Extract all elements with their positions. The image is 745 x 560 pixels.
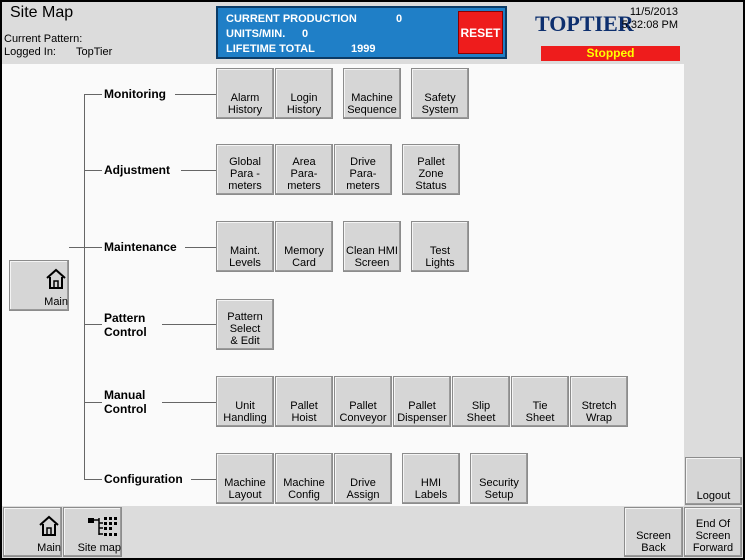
nav-main-label: Main [37, 542, 61, 554]
logged-in-user: TopTier [76, 46, 113, 58]
group-label-manual-control: Manual Control [104, 388, 147, 416]
memory-card-button[interactable]: Memory Card [275, 221, 333, 272]
machine-sequence-button[interactable]: Machine Sequence [343, 68, 401, 119]
tree-branch-monitoring [84, 94, 102, 95]
screen-back-button[interactable]: Screen Back [624, 507, 683, 557]
tree-trunk [84, 94, 85, 479]
units-per-min-label: UNITS/MIN. [226, 28, 286, 40]
root-main-label: Main [44, 296, 68, 308]
current-production-label: CURRENT PRODUCTION [226, 13, 357, 25]
right-side-panel [684, 64, 743, 506]
header-bar [2, 2, 743, 64]
reset-button[interactable]: RESET [458, 11, 503, 54]
nav-site-map-button[interactable] [63, 507, 122, 557]
group-label-adjustment: Adjustment [104, 163, 170, 177]
security-setup-button[interactable]: Security Setup [470, 453, 528, 504]
logout-button[interactable]: Logout [685, 457, 742, 505]
group-label-pattern-control: Pattern Control [104, 311, 147, 339]
hmi-frame [2, 2, 743, 558]
nav-main-button[interactable] [3, 507, 62, 557]
maint-levels-button[interactable]: Maint. Levels [216, 221, 274, 272]
production-panel [216, 6, 507, 59]
pallet-hoist-button[interactable]: Pallet Hoist [275, 376, 333, 427]
drive-parameters-button[interactable]: Drive Para- meters [334, 144, 392, 195]
tree-branch-configuration [84, 479, 102, 480]
safety-system-button[interactable]: Safety System [411, 68, 469, 119]
group-connector [162, 324, 216, 325]
unit-handling-button[interactable]: Unit Handling [216, 376, 274, 427]
home-icon [44, 268, 68, 290]
tree-branch-maintenance [84, 247, 102, 248]
current-production-value: 0 [396, 13, 403, 25]
toptier-logo: TOPTIER [535, 11, 634, 36]
machine-status-badge: Stopped [541, 46, 680, 61]
units-per-min-value: 0 [302, 28, 309, 40]
home-icon [37, 515, 61, 537]
hmi-labels-button[interactable]: HMI Labels [402, 453, 460, 504]
clock-date: 11/5/2013 [629, 6, 678, 18]
clock-time: 5:32:08 PM [621, 19, 678, 31]
test-lights-button[interactable]: Test Lights [411, 221, 469, 272]
group-connector [181, 170, 216, 171]
drive-assign-button[interactable]: Drive Assign [334, 453, 392, 504]
end-of-screen-forward-button[interactable]: End Of Screen Forward [684, 507, 742, 557]
clean-hmi-screen-button[interactable]: Clean HMI Screen [343, 221, 401, 272]
group-label-maintenance: Maintenance [104, 240, 177, 254]
login-history-button[interactable]: Login History [275, 68, 333, 119]
group-label-monitoring: Monitoring [104, 87, 166, 101]
root-main-button[interactable] [9, 260, 69, 311]
lifetime-total-label: LIFETIME TOTAL [226, 43, 315, 55]
group-connector [185, 247, 216, 248]
tree-connector [69, 247, 84, 248]
pattern-select-edit-button[interactable]: Pattern Select & Edit [216, 299, 274, 350]
pallet-zone-status-button[interactable]: Pallet Zone Status [402, 144, 460, 195]
group-connector [162, 402, 216, 403]
alarm-history-button[interactable]: Alarm History [216, 68, 274, 119]
group-connector [175, 94, 216, 95]
group-connector [191, 479, 216, 480]
nav-site-map-label: Site map [77, 542, 121, 554]
current-pattern-label: Current Pattern: [4, 33, 83, 45]
site-map-area [2, 64, 684, 506]
group-label-configuration: Configuration [104, 472, 183, 486]
tree-branch-pattern [84, 324, 102, 325]
machine-config-button[interactable]: Machine Config [275, 453, 333, 504]
slip-sheet-button[interactable]: Slip Sheet [452, 376, 510, 427]
tree-branch-manual [84, 402, 102, 403]
stretch-wrap-button[interactable]: Stretch Wrap [570, 376, 628, 427]
site-map-icon [87, 515, 121, 537]
global-parameters-button[interactable]: Global Para - meters [216, 144, 274, 195]
page-title: Site Map [10, 4, 74, 21]
machine-layout-button[interactable]: Machine Layout [216, 453, 274, 504]
tie-sheet-button[interactable]: Tie Sheet [511, 376, 569, 427]
logged-in-label: Logged In: [4, 46, 56, 58]
pallet-dispenser-button[interactable]: Pallet Dispenser [393, 376, 451, 427]
bottom-nav-bar [2, 506, 743, 558]
area-parameters-button[interactable]: Area Para- meters [275, 144, 333, 195]
tree-branch-adjustment [84, 170, 102, 171]
pallet-conveyor-button[interactable]: Pallet Conveyor [334, 376, 392, 427]
lifetime-total-value: 1999 [351, 43, 376, 55]
